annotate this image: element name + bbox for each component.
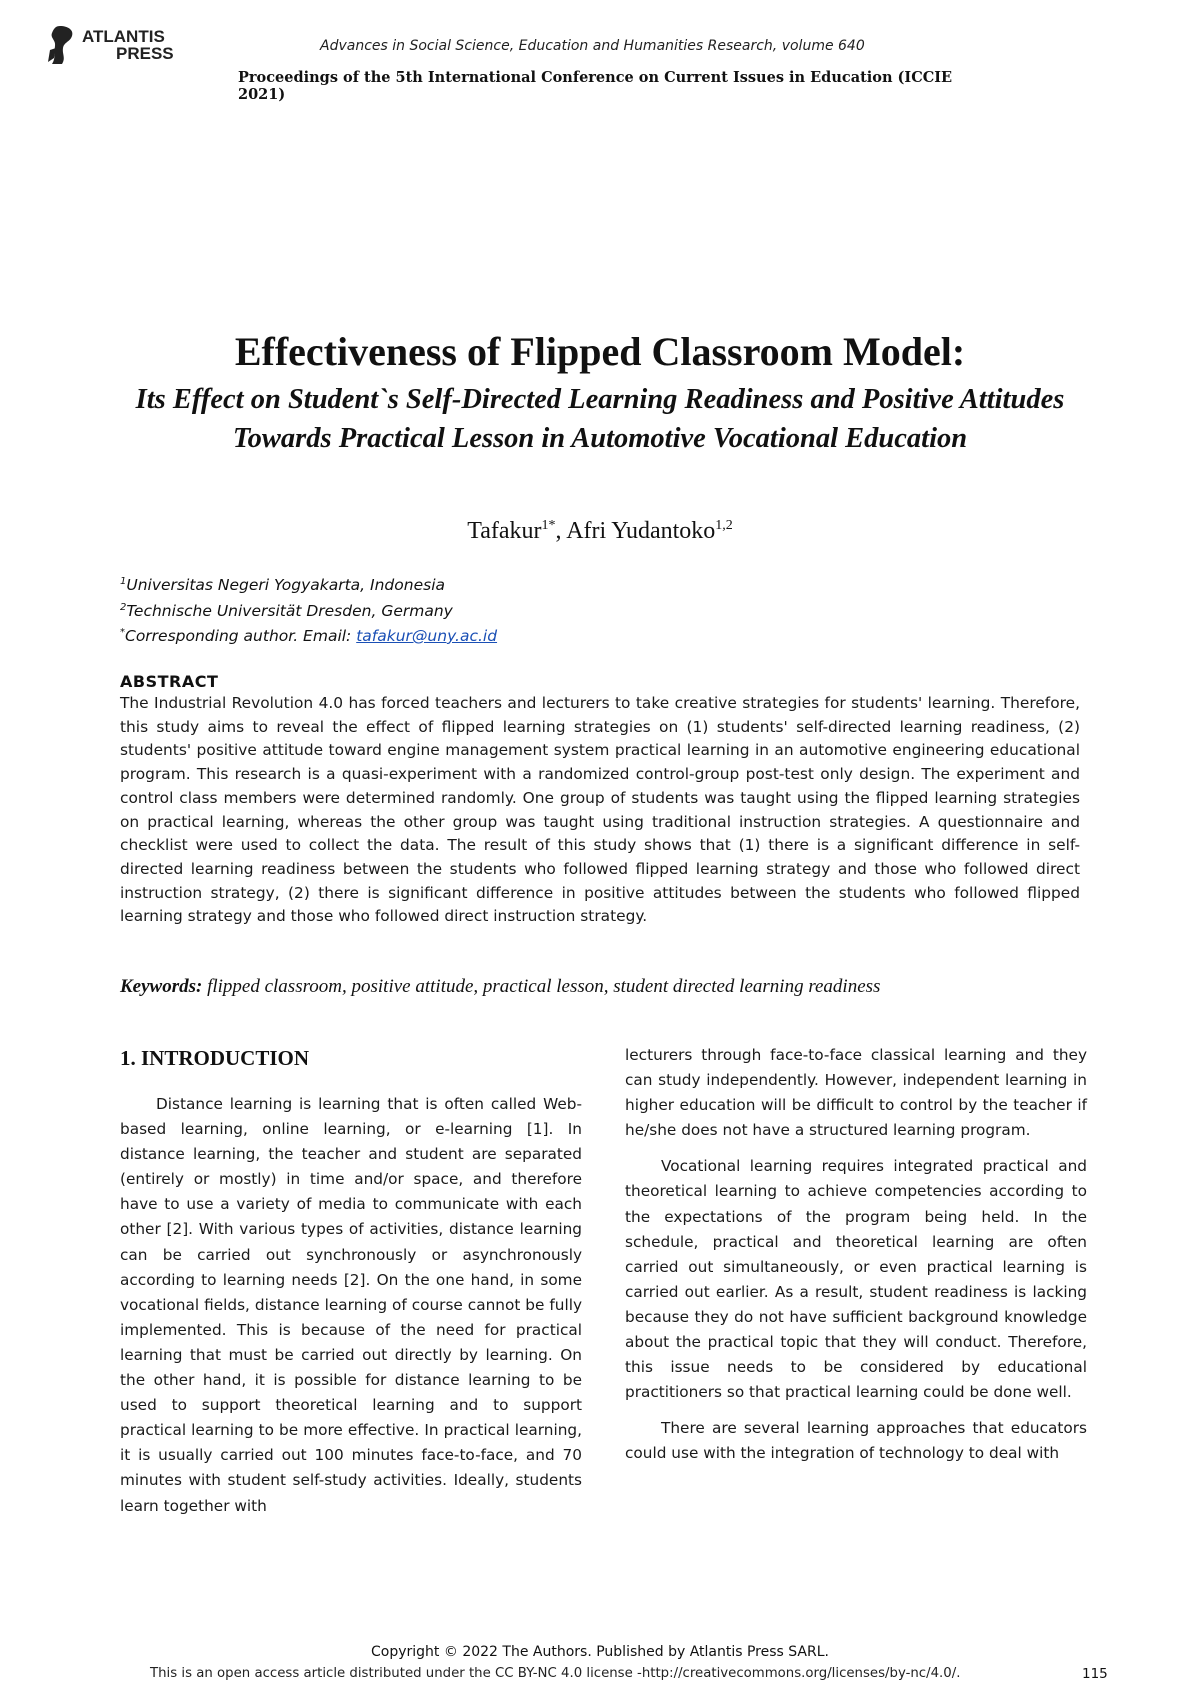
corresponding-email-link[interactable]: tafakur@uny.ac.id xyxy=(356,627,498,646)
paragraph: lecturers through face-to-face classical learning and they can study independently. However, independent learning in higher education will be difficult to control by the teacher if he/she does not have a structured learning program. xyxy=(625,1046,1087,1140)
author-superscript: 1,2 xyxy=(715,518,733,533)
affiliation-text: Universitas Negeri Yogyakarta, Indonesia xyxy=(126,576,445,595)
affiliation xyxy=(120,576,820,594)
affiliation xyxy=(120,602,820,620)
affiliation-number: 1 xyxy=(120,576,127,587)
copyright-notice: Copyright © 2022 The Authors. Published by Atlantis Press SARL. xyxy=(371,1644,829,1660)
atlantis-press-logo-icon xyxy=(46,24,76,66)
publisher-logo xyxy=(46,24,174,66)
author-separator: , xyxy=(555,518,567,544)
paragraph: Distance learning is learning that is often called Web-based learning, online learning, or e-learning [1]. In distance learning, the teacher and student are separated (entirely or mostly) in time and/or space, and therefore have to use a variety of media to communicate with each other [2]. With various types of activities, distance learning can be carried out synchronously or asynchronously according to learning needs [2]. On the one hand, in some vocational fields, distance learning of course cannot be fully implemented. This is because of the need for practical learning that must be carried out directly by learning. On the other hand, it is possible for distance learning to be used to support theoretical learning and to support practical learning to be more effective. In practical learning, it is usually carried out 100 minutes face-to-face, and 70 minutes with student self-study activities. Ideally, students learn together with xyxy=(120,1095,582,1515)
left-column xyxy=(120,1092,582,1530)
keywords xyxy=(120,976,1100,998)
corresponding-marker: * xyxy=(120,627,125,638)
proceedings-title: Proceedings of the 5th International Conference on Current Issues in Education (ICCIE 2021) xyxy=(238,69,953,103)
keywords-label: Keywords: xyxy=(120,976,203,997)
author-superscript: 1* xyxy=(541,518,556,533)
right-column xyxy=(625,1043,1087,1478)
series-title: Advances in Social Science, Education and Humanities Research, volume 640 xyxy=(320,38,865,54)
publisher-line1: ATLANTIS xyxy=(82,27,165,46)
author-name: Afri Yudantoko xyxy=(566,518,716,544)
paragraph: There are several learning approaches that educators could use with the integration of technology to deal with xyxy=(625,1419,1087,1463)
abstract-heading: ABSTRACT xyxy=(120,672,219,691)
publisher-line2: PRESS xyxy=(116,44,174,63)
abstract-text: The Industrial Revolution 4.0 has forced teachers and lecturers to take creative strategies for students' learning. Therefore, this study aims to reveal the effect of flipped learning strategies on (1) students' self-directed learning readiness, (2) students' positive attitude toward engine management system practical learning in an automotive engineering educational program. This research is a quasi-experiment with a randomized control-group post-test only design. The experiment and control class members were determined randomly. One group of students was taught using the flipped learning strategies on practical learning, whereas the other group was taught using traditional instruction strategies. A questionnaire and checklist were used to collect the data. The result of this study shows that (1) there is a significant difference in self-directed learning readiness between the students who followed flipped learning strategy and those who followed direct instruction strategy, (2) there is significant difference in positive attitudes between the students who followed flipped learning strategy and those who followed direct instruction strategy. xyxy=(120,694,1080,926)
affiliation-text: Technische Universität Dresden, Germany xyxy=(126,602,453,621)
section-heading: 1. INTRODUCTION xyxy=(120,1046,310,1070)
corresponding-label: Corresponding author. Email: xyxy=(125,627,357,646)
corresponding-author xyxy=(120,627,820,645)
affiliation-number: 2 xyxy=(120,602,127,613)
paragraph: Vocational learning requires integrated practical and theoretical learning to achieve competencies according to the expectations of the program being held. In the schedule, practical and theoretical learning are often carried out simultaneously, or even practical learning is carried out earlier. As a result, student readiness is lacking because they do not have sufficient background knowledge about the practical topic that they will conduct. Therefore, this issue needs to be considered by educational practitioners so that practical learning could be done well. xyxy=(625,1157,1087,1402)
license-notice: This is an open access article distributed under the CC BY-NC 4.0 license -http://creativecommons.org/licenses/by-nc/4.0/. xyxy=(150,1666,961,1681)
page-number: 115 xyxy=(1082,1666,1108,1682)
publisher-name xyxy=(82,28,174,62)
paper-title: Effectiveness of Flipped Classroom Model: xyxy=(234,329,966,374)
keywords-text: flipped classroom, positive attitude, practical lesson, student directed learning readiness xyxy=(202,976,881,997)
author-name: Tafakur xyxy=(467,518,542,544)
author-list xyxy=(0,518,1200,545)
paper-subtitle: Its Effect on Student`s Self-Directed Learning Readiness and Positive Attitudes Towards Practical Lesson in Automotive Vocational Education xyxy=(135,384,1065,454)
